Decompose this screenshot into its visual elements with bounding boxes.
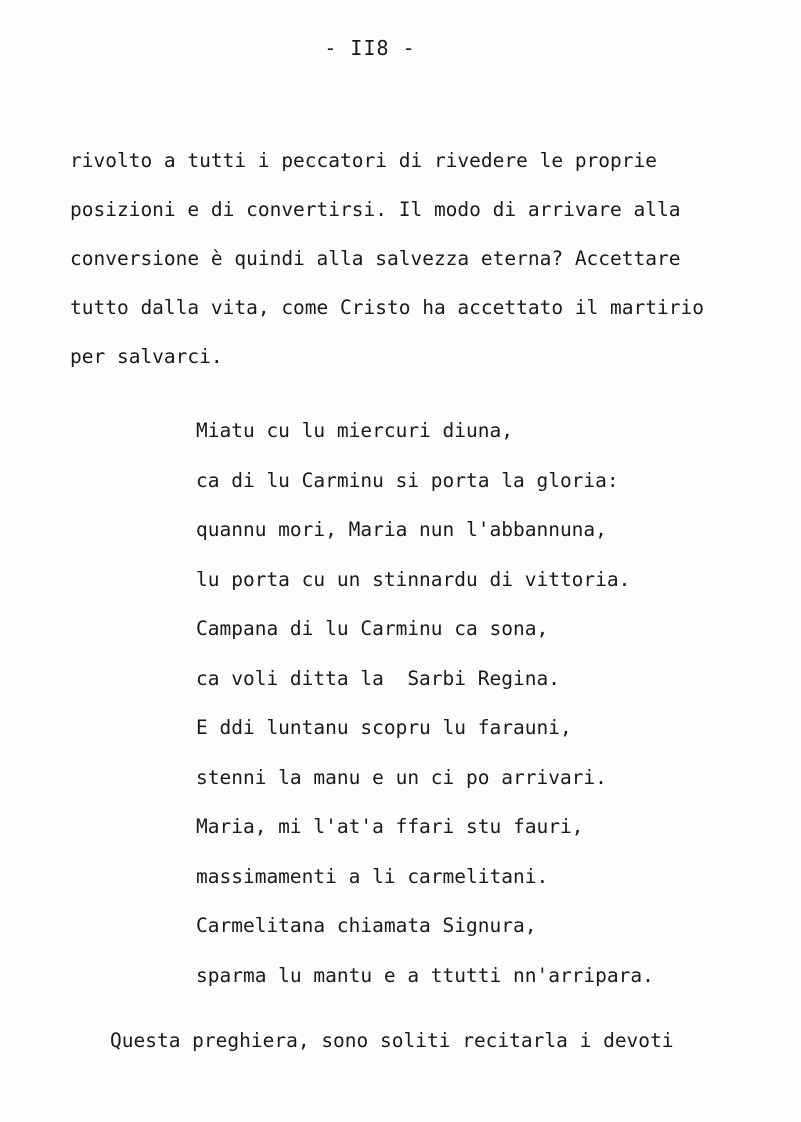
- prose-line: per salvarci.: [70, 345, 223, 368]
- verse-block: [196, 406, 756, 1000]
- page-number: - II8 -: [324, 36, 416, 60]
- verse-line: massimamenti a li carmelitani.: [196, 864, 549, 888]
- verse-line: Carmelitana chiamata Signura,: [196, 914, 537, 937]
- prose-line: posizioni e di convertirsi. Il modo di arrivare alla: [70, 198, 681, 221]
- prose-line: tutto dalla vita, come Cristo ha accettato il martirio: [70, 296, 704, 319]
- verse-line: sparma lu mantu e a ttutti nn'arripara.: [196, 963, 654, 987]
- prose-line: rivolto a tutti i peccatori di rivedere le proprie: [70, 149, 657, 172]
- verse-line: quannu mori, Maria nun l'abbannuna,: [196, 518, 607, 541]
- verse-line: Miatu cu lu miercuri diuna,: [196, 419, 513, 442]
- verse-line: Campana di lu Carminu ca sona,: [196, 617, 549, 640]
- closing-paragraph: [110, 1016, 770, 1065]
- prose-paragraph: [70, 136, 770, 381]
- verse-line: E ddi luntanu scopru lu farauni,: [196, 716, 572, 739]
- verse-line: ca di lu Carminu si porta la gloria:: [196, 468, 619, 492]
- prose-line: conversione è quindi alla salvezza eterna? Accettare: [70, 247, 681, 270]
- verse-line: Maria, mi l'at'a ffari stu fauri,: [196, 815, 584, 838]
- verse-line: lu porta cu un stinnardu di vittoria.: [196, 567, 631, 591]
- verse-line: stenni la manu e un ci po arrivari.: [196, 765, 607, 789]
- closing-line: Questa preghiera, sono soliti recitarla i devoti: [110, 1029, 674, 1052]
- verse-line: ca voli ditta la Sarbi Regina.: [196, 666, 560, 690]
